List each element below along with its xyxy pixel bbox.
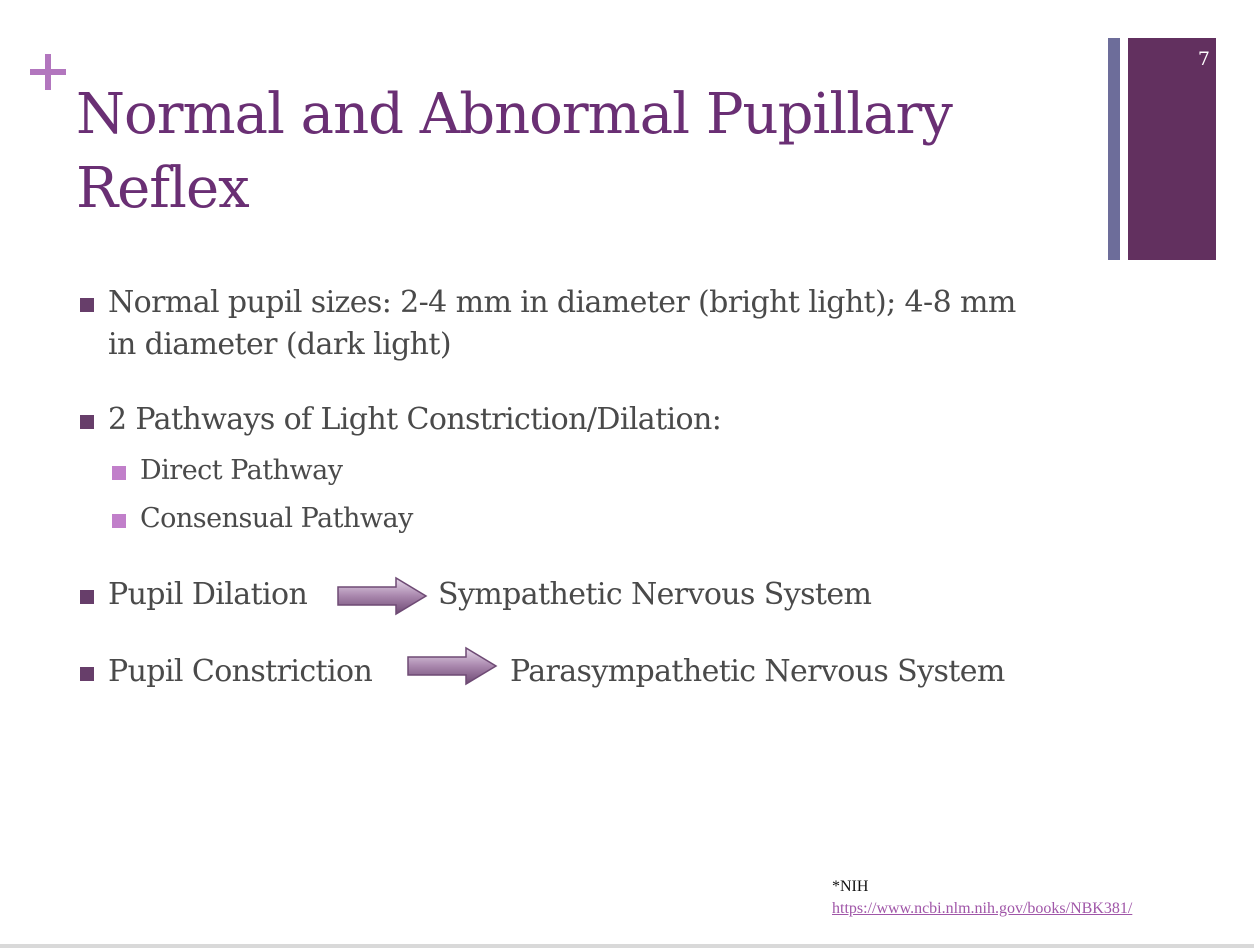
- title-line-2: Reflex: [76, 156, 249, 221]
- bullet-text: Normal pupil sizes: 2-4 mm in diameter (bright light); 4-8 mm in diameter (dark light): [108, 285, 1016, 362]
- bullet-square-icon: [80, 590, 94, 604]
- accent-bar-thin: [1108, 38, 1120, 260]
- sub-bullet-text: Consensual Pathway: [140, 503, 413, 534]
- plus-icon: [30, 58, 66, 86]
- sub-bullet-text: Direct Pathway: [140, 455, 343, 486]
- bullet-text-left: Pupil Constriction: [108, 654, 373, 689]
- bullet-text-right: Parasympathetic Nervous System: [510, 654, 1005, 689]
- bullet-square-icon: [80, 667, 94, 681]
- sub-bullet-square-icon: [112, 514, 126, 528]
- bullet-text: 2 Pathways of Light Constriction/Dilation:: [108, 402, 722, 437]
- slide-title: [76, 78, 1076, 226]
- right-arrow-icon: [336, 576, 428, 616]
- bullet-text-right: Sympathetic Nervous System: [438, 577, 872, 612]
- bottom-divider: [0, 944, 1254, 948]
- bullet-text-left: Pupil Dilation: [108, 577, 308, 612]
- source-link[interactable]: https://www.ncbi.nlm.nih.gov/books/NBK381/: [832, 900, 1133, 917]
- bullet-square-icon: [80, 415, 94, 429]
- sub-bullet-square-icon: [112, 466, 126, 480]
- source-label: *NIH: [832, 878, 869, 895]
- accent-bar-wide: [1128, 38, 1216, 260]
- title-line-1: Normal and Abnormal Pupillary: [76, 82, 952, 147]
- right-arrow-icon: [406, 646, 498, 686]
- slide-number: 7: [1197, 48, 1210, 70]
- bullet-square-icon: [80, 298, 94, 312]
